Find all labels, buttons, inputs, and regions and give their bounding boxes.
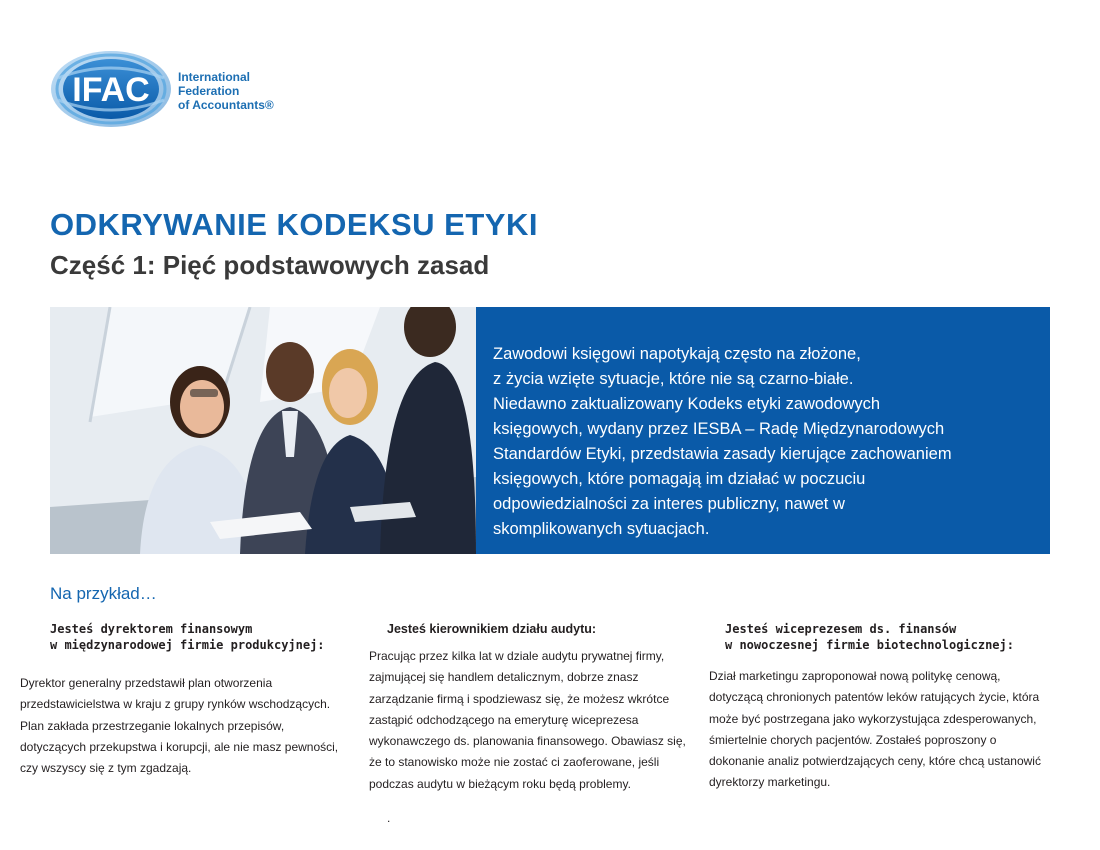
example-heading-line: Jesteś kierownikiem działu audytu: (387, 622, 597, 636)
example-heading-audit (387, 621, 596, 637)
hero-line: Zawodowi księgowi napotykają często na złożone, (493, 345, 861, 363)
example-heading-line: w międzynarodowej firmie produkcyjnej: (50, 638, 325, 652)
hero-paragraph (493, 342, 1043, 542)
logo-line: International (178, 70, 251, 84)
example-body-line: podczas audytu w bieżącym roku będą problemy. (369, 776, 631, 791)
example-body-line: przedstawicielstwa w kraju z grupy rynków wschodzących. (20, 697, 331, 712)
example-body-cfo (20, 673, 338, 779)
example-body-line: czy wszyscy się z tym zgadzają. (20, 761, 192, 776)
hero-line: Standardów Etyki, przedstawia zasady kierujące zachowaniem (493, 445, 952, 463)
ifac-logo (50, 48, 290, 133)
example-body-line: dyrektorzy marketingu. (709, 775, 831, 790)
logo-line: of Accountants® (178, 98, 274, 112)
example-heading-cfo (50, 621, 325, 653)
logo-line: Federation (178, 84, 240, 98)
examples-heading: Na przykład… (50, 584, 157, 603)
example-body-line: śmiertelnie chorych pacjentów. Zostałeś poproszony o (709, 732, 997, 747)
example-body-line: zajmującej się handlem detalicznym, dobrze znasz (369, 670, 639, 685)
example-body-line: dokonanie analiz potwierdzających ceny, które chcą ustanowić (709, 754, 1041, 769)
hero-line: z życia wzięte sytuacje, które nie są czarno-białe. (493, 370, 854, 388)
page-title: ODKRYWANIE KODEKSU ETYKI (50, 207, 538, 242)
example-body-line: że to stanowisko może nie zostać ci zaoferowane, jeśli (369, 755, 660, 770)
page-subtitle: Część 1: Pięć podstawowych zasad (50, 250, 490, 280)
example-heading-line: Jesteś dyrektorem finansowym (50, 622, 253, 636)
photo-illustration (50, 307, 476, 554)
logo-mark-text: IFAC (72, 71, 150, 109)
example-body-line: dotyczących przekupstwa i korupcji, ale nie masz pewności, (20, 739, 339, 754)
hero-line: Niedawno zaktualizowany Kodeks etyki zawodowych (493, 395, 881, 413)
trailing-mark: . (387, 811, 391, 825)
example-heading-line: Jesteś wiceprezesem ds. finansów (725, 622, 957, 636)
hero-banner (50, 307, 1050, 554)
example-body-line: Dyrektor generalny przedstawił plan otworzenia (20, 676, 273, 690)
example-body-line: zarządzanie firmą i spodziewasz się, że możesz wkrótce (369, 691, 670, 706)
example-heading-line: w nowoczesnej firmie biotechnologicznej: (725, 638, 1014, 652)
hero-line: księgowych, które pomagają im działać w poczuciu (493, 470, 866, 488)
example-body-audit (369, 646, 686, 795)
hero-line: księgowych, wydany przez IESBA – Radę Międzynarodowych (493, 420, 945, 438)
example-body-line: Plan zakłada przestrzeganie lokalnych przepisów, (20, 718, 285, 733)
example-body-line: może być postrzegana jako wykorzystująca zdesperowanych, (709, 711, 1037, 726)
hero-line: odpowiedzialności za interes publiczny, nawet w (493, 495, 845, 513)
logo-wordmark (178, 70, 274, 112)
business-meeting-photo (50, 307, 476, 554)
hero-line: skomplikowanych sytuacjach. (493, 520, 710, 538)
example-body-line: Dział marketingu zaproponował nową politykę cenową, (709, 669, 1001, 683)
ifac-emblem-icon (50, 48, 172, 130)
example-body-line: Pracując przez kilka lat w dziale audytu prywatnej firmy, (369, 649, 665, 663)
example-heading-vp-finance (725, 621, 1014, 653)
example-body-line: zastąpić odchodzącego na emeryturę wiceprezesa (369, 712, 639, 727)
example-body-line: dotyczącą chronionych patentów leków ratujących życie, która (709, 690, 1040, 705)
example-body-vp-finance (709, 666, 1041, 794)
example-body-line: wykonawczego ds. planowania finansowego. Obawiasz się, (369, 734, 686, 749)
